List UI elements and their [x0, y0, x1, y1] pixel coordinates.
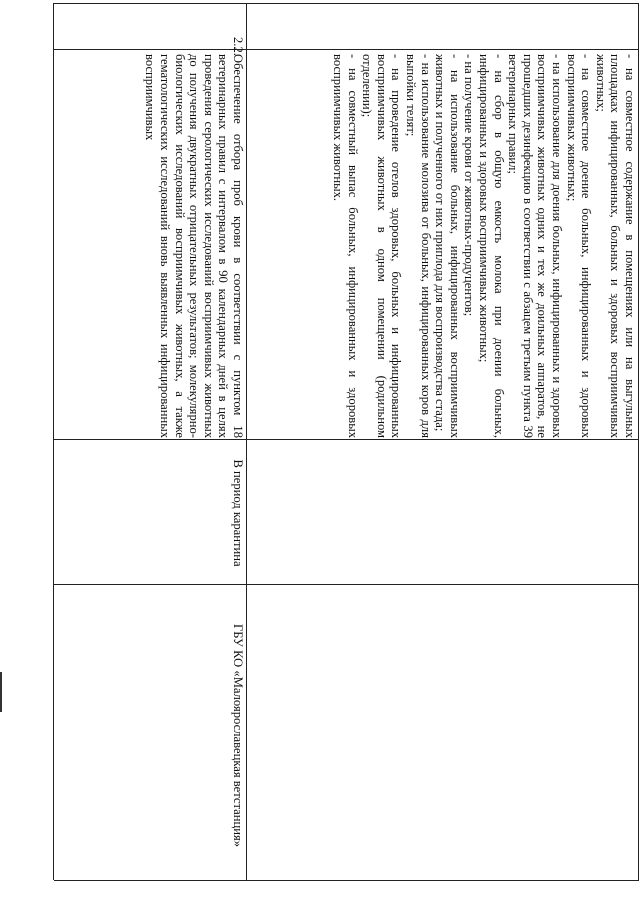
list-item: - на использование больных, инфицированных восприимчивых животных и полученного от них приплода для воспроизводства стада; [433, 54, 462, 438]
measure-description [143, 54, 245, 438]
list-item: - на получение крови от животных-продуцентов; [462, 54, 477, 317]
list-item: - на использование молозива от больных, инфицированных коров для выпойки телят; [404, 54, 433, 438]
list-item: - на совместное содержание в помещениях или на выгульных площадках инфицированных, больных и здоровых восприимчивых животных; [593, 54, 637, 438]
period-cell: В период карантина [231, 459, 245, 567]
list-item: Обеспечение отбора проб крови в соответствии с пунктом 18 ветеринарных правил с интервалом в 90 календарных дней в целях проведения серологических исследований восприимчивых животных до получения двукратных отрицательных результатов; молекулярно-биологических исследований восприимчивых животных, а также гематологических исследований вновь выявленных инфицированных восприимчивых [143, 54, 245, 438]
scan-edge-mark [0, 672, 2, 712]
list-item: - на совместный выпас больных, инфицированных и здоровых восприимчивых животных. [331, 54, 360, 438]
row-number: 2.2. [231, 37, 245, 56]
list-item: - на совместное доение больных, инфицированных и здоровых восприимчивых животных; [564, 54, 594, 438]
table-border-right [54, 880, 639, 881]
table-row [54, 3, 247, 880]
measures-list [331, 54, 637, 438]
list-item: - на использование для доения больных, инфицированных и здоровых восприимчивых животных одних и тех же доильных аппаратов, не прошедших дезинфекцию в соответствии с абзацем третьим пункта 39 ветеринарных правил; [506, 54, 565, 438]
responsible-cell: ГБУ КО «Малоярославецкая ветстанция» [231, 623, 245, 848]
measures-table [54, 3, 639, 880]
list-item: - на сбор в общую емкость молока при доении больных, инфицированных и здоровых восприимчивых животных; [477, 54, 506, 438]
table-row [247, 3, 639, 880]
list-item: - на проведение отелов здоровых, больных и инфицированных восприимчивых животных в одном помещении (родильном отделении); [360, 54, 404, 438]
